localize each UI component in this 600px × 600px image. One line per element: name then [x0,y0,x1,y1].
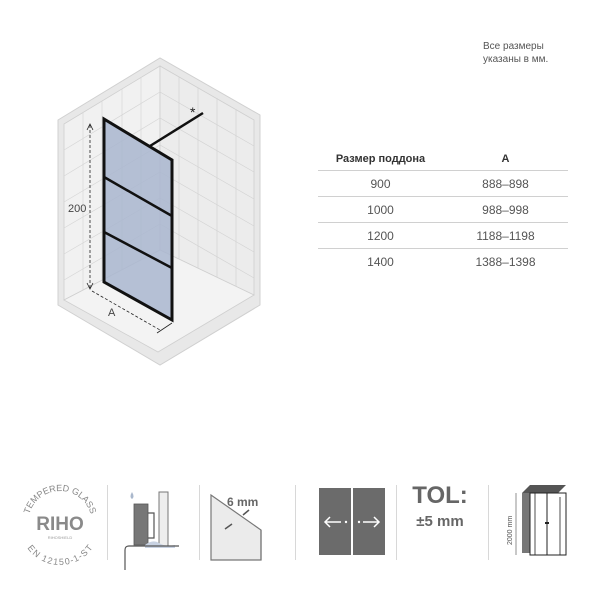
table-row [318,171,568,197]
cabin-height-icon [500,475,580,570]
svg-text:EN 12150-1-ST: EN 12150-1-ST [25,542,95,568]
tolerance-label [400,483,480,533]
divider [199,485,200,560]
reversible-mounting-icon [315,475,385,570]
tolerance-title: TOL: [412,482,468,509]
svg-text:TEMPERED GLASS: TEMPERED GLASS [21,482,99,515]
table-header [318,148,568,171]
divider [107,485,108,560]
table-row [318,249,568,274]
note-line-2: указаны в мм. [483,54,549,65]
cell-tray-size: 1000 [367,202,394,217]
svg-text:2000 mm: 2000 mm [507,515,514,545]
width-dimension-label: A [108,307,116,319]
header-a: A [501,153,510,165]
feature-icons [0,475,600,570]
note-line-1: Все размеры [483,41,544,52]
height-dimension-label: 200 [68,203,87,215]
tempered-glass-badge-icon [18,475,102,570]
svg-text:RIHO: RIHO [36,514,84,535]
cell-tray-size: 1400 [367,254,394,269]
cell-a: 1388–1398 [475,254,536,269]
table-row [318,197,568,223]
cell-a: 988–998 [482,202,529,217]
asterisk-label: * [190,104,196,120]
size-table [318,148,568,274]
divider [488,485,489,560]
cell-tray-size: 900 [370,176,391,191]
cell-tray-size: 1200 [367,228,394,243]
dimensions-note [483,40,548,66]
cell-a: 888–898 [482,176,529,191]
cell-a: 1188–1198 [476,228,535,243]
shower-wall-drawing [50,50,280,380]
table-row [318,223,568,249]
divider [396,485,397,560]
svg-text:6 mm: 6 mm [227,495,259,509]
water-seal-profile-icon [115,475,195,570]
glass-thickness-icon [205,475,290,570]
divider [295,485,296,560]
svg-text:RIHOSHIELD: RIHOSHIELD [47,535,73,540]
header-tray-size: Размер поддона [335,153,426,165]
tolerance-value: ±5 mm [416,513,464,530]
